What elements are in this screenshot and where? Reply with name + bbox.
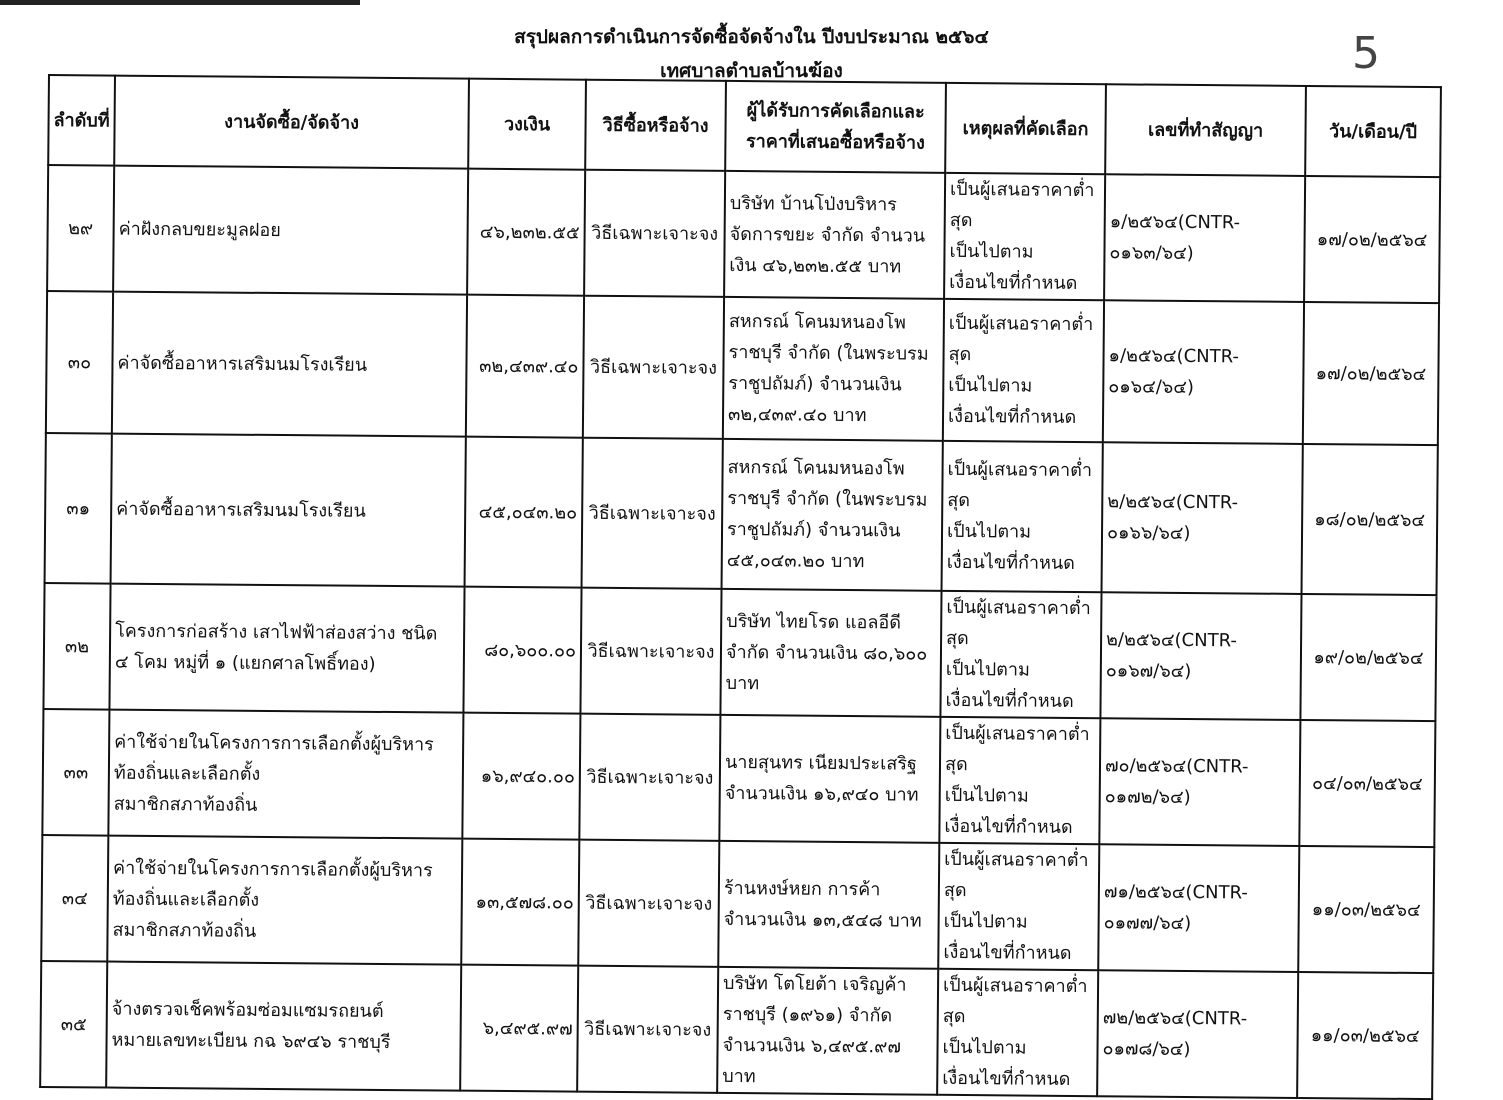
- header-winner: ผู้ได้รับการคัดเลือกและ ราคาที่เสนอซื้อหรือจ้าง: [725, 81, 946, 173]
- table-row: [42, 709, 1435, 847]
- cell-date: ๑๑/๐๓/๒๕๖๔: [1298, 846, 1434, 973]
- table-row: [46, 291, 1439, 445]
- cell-winner: สหกรณ์ โคนมหนองโพ ราชบุรี จำกัด (ในพระบรม ราชูปถัมภ์) จำนวนเงิน ๓๒,๔๓๙.๔๐ บาท: [723, 297, 944, 441]
- cell-reason: เป็นผู้เสนอราคาต่ำสุด เป็นไปตาม เงื่อนไขที่กำหนด: [939, 717, 1100, 844]
- cell-method: วิธีเฉพาะเจาะจง: [579, 714, 720, 841]
- cell-method: วิธีเฉพาะเจาะจง: [583, 296, 724, 439]
- cell-contract: ๗๒/๒๕๖๔(CNTR- ๐๑๗๘/๖๔): [1097, 970, 1298, 1098]
- table-header-row: [48, 75, 1441, 177]
- header-date: วัน/เดือน/ปี: [1305, 86, 1441, 177]
- cell-reason: เป็นผู้เสนอราคาต่ำสุด เป็นไปตาม เงื่อนไขที่กำหนด: [937, 969, 1098, 1096]
- cell-date: ๐๔/๐๓/๒๕๖๔: [1299, 720, 1435, 847]
- cell-contract: ๗๑/๒๕๖๔(CNTR- ๐๑๗๗/๖๔): [1098, 844, 1299, 972]
- cell-contract: ๑/๒๕๖๔(CNTR- ๐๑๖๔/๖๔): [1103, 300, 1304, 444]
- cell-amount: ๑๖,๙๔๐.๐๐: [462, 713, 580, 840]
- cell-reason: เป็นผู้เสนอราคาต่ำสุด เป็นไปตาม เงื่อนไขที่กำหนด: [942, 441, 1103, 592]
- cell-no: ๓๑: [45, 433, 112, 584]
- header-reason: เหตุผลที่คัดเลือก: [945, 83, 1106, 174]
- cell-no: ๓๐: [46, 291, 113, 434]
- cell-contract: ๑/๒๕๖๔(CNTR- ๐๑๖๓/๖๔): [1104, 174, 1305, 302]
- document-title: สรุปผลการดำเนินการจัดซื้อจัดจ้างใน ปีงบประมาณ ๒๕๖๔: [514, 26, 989, 48]
- header-amount: วงเงิน: [468, 79, 586, 170]
- cell-winner: บริษัท บ้านโป่งบริหาร จัดการขยะ จำกัด จำนวน เงิน ๔๖,๒๓๒.๕๕ บาท: [724, 171, 945, 299]
- cell-item: ค่าจัดซื้ออาหารเสริมนมโรงเรียน: [111, 434, 466, 587]
- cell-item: ค่าใช้จ่ายในโครงการการเลือกตั้งผู้บริหาร ท้องถิ่นและเลือกตั้ง สมาชิกสภาท้องถิ่น: [108, 710, 463, 839]
- cell-winner: ร้านหงษ์หยก การค้า จำนวนเงิน ๑๓,๕๔๘ บาท: [718, 841, 939, 969]
- cell-method: วิธีเฉพาะเจาะจง: [577, 966, 718, 1093]
- header-item: งานจัดซื้อ/จัดจ้าง: [114, 76, 469, 169]
- cell-reason: เป็นผู้เสนอราคาต่ำสุด เป็นไปตาม เงื่อนไขที่กำหนด: [944, 173, 1105, 300]
- cell-winner: สหกรณ์ โคนมหนองโพ ราชบุรี จำกัด (ในพระบรม ราชูปถัมภ์) จำนวนเงิน ๔๕,๐๔๓.๒๐ บาท: [722, 439, 943, 591]
- cell-date: ๑๗/๐๒/๒๕๖๔: [1304, 176, 1440, 303]
- table-row: [45, 433, 1438, 595]
- cell-method: วิธีเฉพาะเจาะจง: [584, 170, 725, 297]
- cell-no: ๒๙: [47, 165, 114, 292]
- cell-contract: ๒/๒๕๖๔(CNTR- ๐๑๖๖/๖๔): [1102, 442, 1303, 594]
- cell-item: จ้างตรวจเช็คพร้อมซ่อมแซมรถยนต์ หมายเลขทะเบียน กฉ ๖๙๔๖ ราชบุรี: [106, 962, 461, 1091]
- cell-amount: ๔๖,๒๓๒.๕๕: [467, 169, 585, 296]
- procurement-table: [39, 74, 1442, 1100]
- cell-item: ค่าฝังกลบขยะมูลฝอย: [113, 166, 468, 295]
- cell-item: ค่าใช้จ่ายในโครงการการเลือกตั้งผู้บริหาร ท้องถิ่นและเลือกตั้ง สมาชิกสภาท้องถิ่น: [107, 836, 462, 965]
- cell-contract: ๗๐/๒๕๖๔(CNTR- ๐๑๗๒/๖๔): [1099, 718, 1300, 846]
- table-row: [43, 583, 1436, 721]
- cell-amount: ๖,๔๙๕.๙๗: [460, 965, 578, 1092]
- table-row: [41, 835, 1434, 973]
- cell-date: ๑๘/๐๒/๒๕๖๔: [1302, 444, 1438, 595]
- cell-method: วิธีเฉพาะเจาะจง: [582, 438, 723, 589]
- cell-date: ๑๙/๐๒/๒๕๖๔: [1300, 594, 1436, 721]
- cell-no: ๓๕: [40, 961, 107, 1088]
- cell-amount: ๘๐,๖๐๐.๐๐: [463, 587, 581, 714]
- cell-no: ๓๓: [42, 709, 109, 836]
- cell-amount: ๔๕,๐๔๓.๒๐: [465, 437, 583, 588]
- cell-method: วิธีเฉพาะเจาะจง: [578, 840, 719, 967]
- cell-reason: เป็นผู้เสนอราคาต่ำสุด เป็นไปตาม เงื่อนไขที่กำหนด: [943, 299, 1104, 442]
- cell-winner: บริษัท ไทยโรด แอลอีดี จำกัด จำนวนเงิน ๘๐,๖๐๐ บาท: [720, 589, 941, 717]
- cell-reason: เป็นผู้เสนอราคาต่ำสุด เป็นไปตาม เงื่อนไขที่กำหนด: [940, 591, 1101, 718]
- cell-winner: นายสุนทร เนียมประเสริฐ จำนวนเงิน ๑๖,๙๔๐ บาท: [719, 715, 940, 843]
- cell-item: โครงการก่อสร้าง เสาไฟฟ้าส่องสว่าง ชนิด ๔ โคม หมู่ที่ ๑ (แยกศาลโพธิ์ทอง): [109, 584, 464, 713]
- table-row: [47, 165, 1440, 303]
- cell-method: วิธีเฉพาะเจาะจง: [580, 588, 721, 715]
- table-row: [40, 961, 1433, 1099]
- cell-no: ๓๒: [43, 583, 110, 710]
- document-subtitle: เทศบาลตำบลบ้านฆ้อง: [660, 60, 843, 82]
- cell-date: ๑๗/๐๒/๒๕๖๔: [1303, 302, 1439, 445]
- header-contract: เลขที่ทำสัญญา: [1105, 84, 1306, 176]
- cell-date: ๑๑/๐๓/๒๕๖๔: [1297, 972, 1433, 1099]
- cell-no: ๓๔: [41, 835, 108, 962]
- cell-winner: บริษัท โตโยต้า เจริญค้า ราชบุรี (๑๙๖๑) จำกัด จำนวนเงิน ๖,๔๙๕.๙๗ บาท: [717, 967, 938, 1095]
- cell-amount: ๓๒,๔๓๙.๔๐: [466, 295, 584, 438]
- header-method: วิธีซื้อหรือจ้าง: [585, 80, 726, 171]
- top-scan-edge: [0, 0, 360, 5]
- cell-contract: ๒/๒๕๖๔(CNTR- ๐๑๖๗/๖๔): [1100, 592, 1301, 720]
- header-no: ลำดับที่: [48, 75, 115, 166]
- cell-amount: ๑๓,๕๗๘.๐๐: [461, 839, 579, 966]
- cell-reason: เป็นผู้เสนอราคาต่ำสุด เป็นไปตาม เงื่อนไขที่กำหนด: [938, 843, 1099, 970]
- cell-item: ค่าจัดซื้ออาหารเสริมนมโรงเรียน: [112, 292, 467, 437]
- handwritten-page-number: 5: [1352, 28, 1380, 79]
